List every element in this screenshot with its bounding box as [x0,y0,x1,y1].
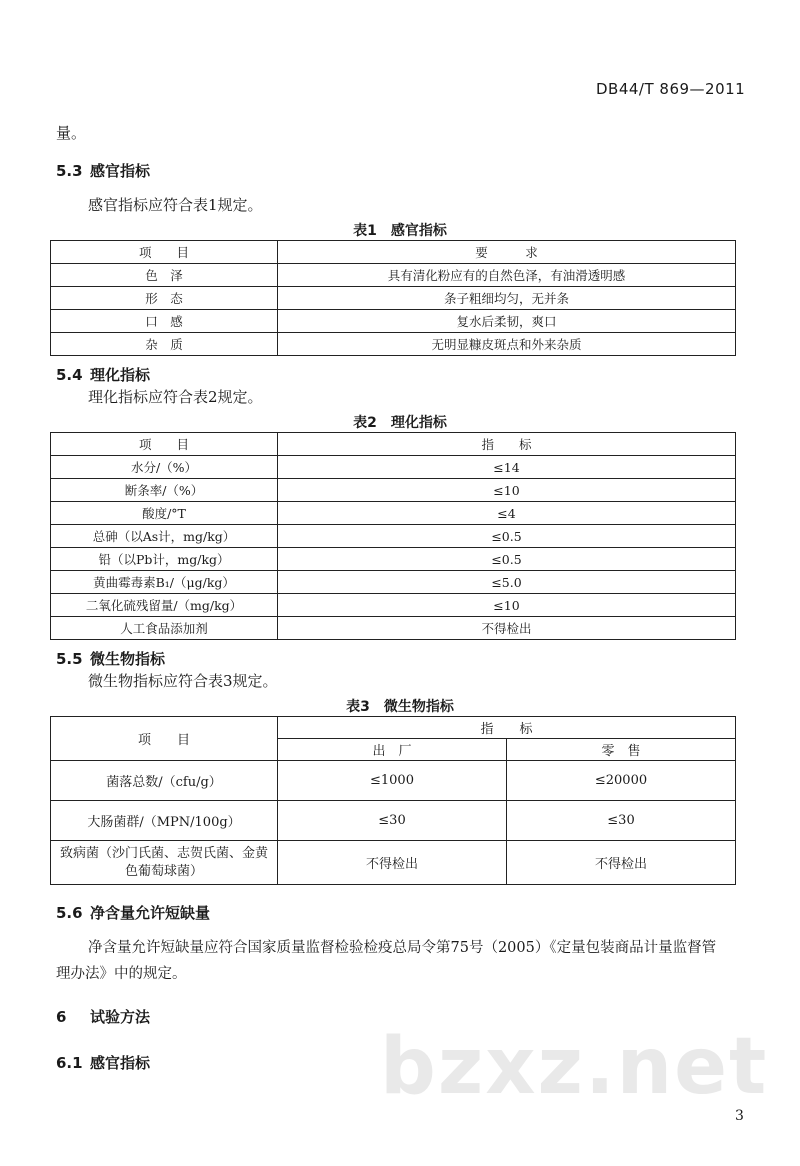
table-row [51,287,736,310]
column-header: 项 目 [51,717,278,761]
table-cell: ≤20000 [507,761,736,801]
table-cell: ≤14 [278,456,736,479]
table-cell: 具有清化粉应有的自然色泽，有油滑透明感 [278,264,736,287]
section-number: 6.1 [56,1054,83,1072]
table-cell: 二氧化硫残留量/（mg/kg） [51,594,278,617]
watermark: bzxz.net [380,1022,769,1112]
section-number: 5.3 [56,162,83,180]
page-number: 3 [735,1108,744,1124]
table-row [51,761,736,801]
table3-caption: 表3 微生物指标 [346,699,454,715]
section-heading-5-3 [56,160,150,181]
table-header-row [51,433,736,456]
table-cell: 菌落总数/（cfu/g） [51,761,278,801]
table-cell: 水分/（%） [51,456,278,479]
table-cell: 总砷（以As计，mg/kg） [51,525,278,548]
table-cell: ≤10 [278,594,736,617]
table-row [51,594,736,617]
section-text-5-6-line2: 理办法》中的规定。 [56,966,187,982]
table1-caption: 表1 感官指标 [353,223,447,239]
section-heading-6-1 [56,1052,150,1073]
section-heading-6 [56,1006,150,1027]
table2-caption: 表2 理化指标 [353,415,447,431]
column-header: 项 目 [51,433,278,456]
column-subheader: 零 售 [507,739,736,761]
sensory-table [50,240,736,356]
table-cell: 条子粗细均匀，无并条 [278,287,736,310]
column-header: 项 目 [51,241,278,264]
section-title: 微生物指标 [90,650,166,668]
table-cell: ≤1000 [278,761,507,801]
table-cell: 大肠菌群/（MPN/100g） [51,801,278,841]
column-header: 要 求 [278,241,736,264]
section-text-5-6-line1: 净含量允许短缺量应符合国家质量监督检验检疫总局令第75号（2005）《定量包装商品计量监督管 [88,940,717,956]
table-cell: 不得检出 [278,841,507,885]
table-row [51,525,736,548]
section-heading-5-5 [56,648,165,669]
table-row [51,548,736,571]
section-number: 5.6 [56,904,83,922]
table-cell: ≤30 [507,801,736,841]
table-cell: 黄曲霉毒素B₁/（μg/kg） [51,571,278,594]
section-number: 5.4 [56,366,83,384]
table-cell: ≤5.0 [278,571,736,594]
table-cell: 人工食品添加剂 [51,617,278,640]
section-heading-5-6 [56,902,210,923]
table-cell: ≤30 [278,801,507,841]
table-cell: 色 泽 [51,264,278,287]
table-cell: 不得检出 [278,617,736,640]
table-cell: 杂 质 [51,333,278,356]
table-row [51,502,736,525]
microbial-table [50,716,736,885]
section-intro-5-5: 微生物指标应符合表3规定。 [88,672,278,690]
column-header: 指 标 [278,433,736,456]
section-number: 6 [56,1008,67,1026]
table-header-row [51,241,736,264]
table-row [51,801,736,841]
section-number: 5.5 [56,650,83,668]
table-row [51,617,736,640]
column-subheader: 出 厂 [278,739,507,761]
carryover-text: 量。 [56,124,87,142]
table-cell: 形 态 [51,287,278,310]
physchem-table [50,432,736,640]
section-intro-5-4: 理化指标应符合表2规定。 [88,388,263,406]
standard-code: DB44/T 869—2011 [596,80,746,98]
table-cell: 断条率/（%） [51,479,278,502]
section-title: 感官指标 [90,1054,151,1072]
table-row [51,333,736,356]
section-title: 试验方法 [90,1008,151,1026]
column-header: 指 标 [278,717,736,739]
section-intro-5-3: 感官指标应符合表1规定。 [88,196,263,214]
section-title: 感官指标 [90,162,151,180]
section-title: 理化指标 [90,366,151,384]
section-title: 净含量允许短缺量 [90,904,211,922]
table-cell: 口 感 [51,310,278,333]
table-cell: 致病菌（沙门氏菌、志贺氏菌、金黄色葡萄球菌） [51,841,278,885]
table-row [51,310,736,333]
table-cell: 酸度/°T [51,502,278,525]
table-row [51,456,736,479]
table-cell: ≤0.5 [278,548,736,571]
table-cell: ≤0.5 [278,525,736,548]
table-cell: 无明显糠皮斑点和外来杂质 [278,333,736,356]
table-header-row [51,717,736,739]
table-cell: ≤4 [278,502,736,525]
table-cell: 复水后柔韧，爽口 [278,310,736,333]
section-heading-5-4 [56,364,150,385]
table-cell: 铅（以Pb计，mg/kg） [51,548,278,571]
table-cell: 不得检出 [507,841,736,885]
table-row [51,571,736,594]
table-row [51,264,736,287]
table-cell: ≤10 [278,479,736,502]
table-row [51,479,736,502]
table-row [51,841,736,885]
